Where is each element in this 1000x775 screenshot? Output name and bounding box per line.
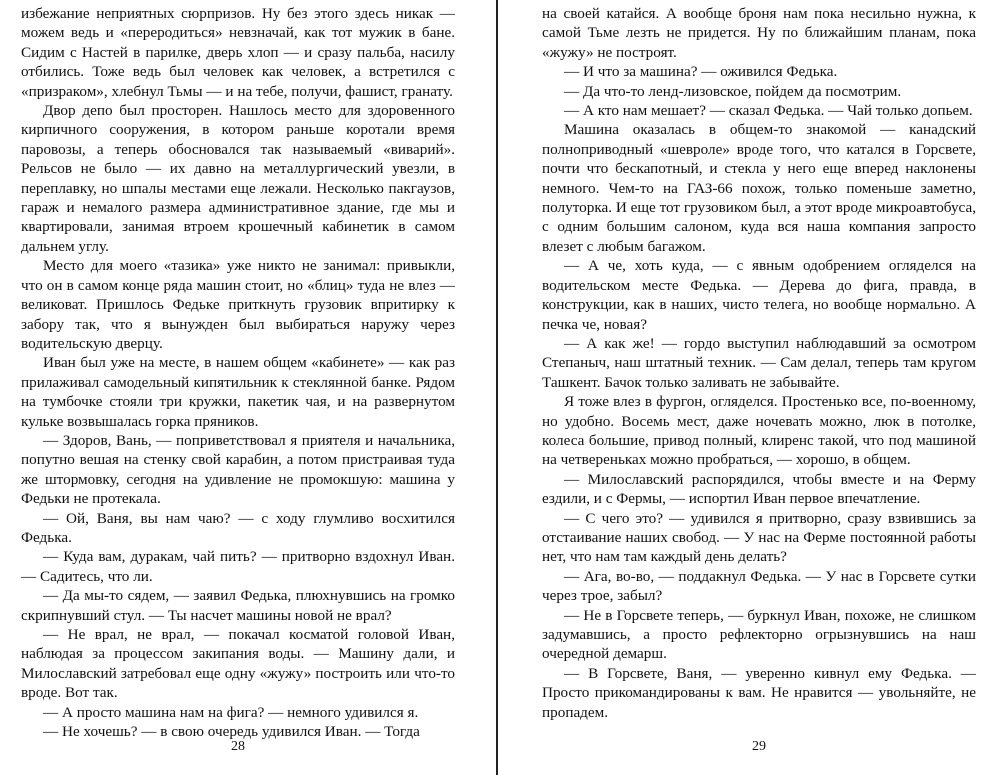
paragraph: Двор депо был просторен. Нашлось место для здоровенного кирпичного сооружения, в котором раньше коротали время паровозы, а теперь обосновался так называемый «виварий». Рельсов не было — их давно на металлургический увезли, в переплавку, но шпалы местами еще лежали. Несколько пакгаузов, гараж и немалого размера административное здание, где мы и квартировали, занимая втроем крошечный кабинетик в самом дальнем углу.	[21, 102, 455, 255]
paragraph: — С чего это? — удивился я притворно, сразу взвившись за отстаивание наших свобод. — У нас на Ферме постоянной работы нет, что нам там каждый день делать?	[542, 509, 976, 566]
paragraph: — Ой, Ваня, вы нам чаю? — с ходу глумливо восхитился Федька.	[21, 509, 455, 546]
paragraph: — А кто нам мешает? — сказал Федька. — Чай только допьем.	[564, 102, 973, 120]
paragraph: Я тоже влез в фургон, огляделся. Простенько все, по-военному, но удобно. Восемь мест, даже ночевать можно, люк в потолке, колеса большие, привод полный, клиренс такой, что под машиной на четвереньках можно пробраться, — хорошо, в общем.	[542, 393, 976, 469]
paragraph: на своей катайся. А вообще броня нам пока несильно нужна, к самой Тьме лезть не придется. Ну по ближайшим планам, пока «жужу» не построят.	[542, 5, 976, 61]
paragraph: — А че, хоть куда, — с явным одобрением огляделся на водительском месте Федька. — Дерева до фига, правда, в конструкции, как в наших, чисто телега, но вообще нормально. А печка че, новая?	[542, 257, 976, 333]
paragraph: — Куда вам, дуракам, чай пить? — притворно вздохнул Иван. — Садитесь, что ли.	[21, 548, 455, 585]
paragraph: — И что за машина? — оживился Федька.	[564, 63, 838, 81]
left-page-text	[21, 4, 455, 741]
right-page-text	[542, 4, 976, 734]
paragraph: — А просто машина нам на фига? — немного удивился я.	[43, 703, 419, 721]
page-divider	[496, 0, 498, 775]
paragraph: — Да мы-то сядем, — заявил Федька, плюхнувшись на громко скрипнувший стул. — Ты насчет машины новой не врал?	[21, 587, 455, 624]
paragraph: — Да что-то ленд-лизовское, пойдем да посмотрим.	[564, 82, 902, 100]
paragraph: — Не в Горсвете теперь, — буркнул Иван, похоже, не слишком задумавшись, а просто рефлекторно огрызнувшись на наш очередной демарш.	[542, 606, 976, 663]
paragraph: — Не врал, не врал, — покачал косматой головой Иван, наблюдая за процессом закипания воды. — Машину дали, и Милославский затребовал еще одну «жужу» построить или что-то вроде. Вот так.	[21, 626, 455, 702]
paragraph: — Не хочешь? — в свою очередь удивился Иван. — Тогда	[43, 723, 420, 741]
paragraph: Иван был уже на месте, в нашем общем «кабинете» — как раз прилаживал самодельный кипятильник к стеклянной банке. Рядом на тумбочке стояли три кружки, пакетик чая, и на развернутом кульке возвышалась горка пряников.	[21, 354, 455, 430]
paragraph: — Милославский распорядился, чтобы вместе и на Ферму ездили, и с Фермы, — испортил Иван первое впечатление.	[542, 470, 976, 508]
paragraph: — Ага, во-во, — поддакнул Федька. — У нас в Горсвете сутки через трое, забыл?	[542, 567, 976, 605]
page-number: 29	[752, 739, 766, 754]
paragraph: Машина оказалась в общем-то знакомой — канадский полноприводный «шевроле» вроде того, что катался в Горсвете, почти что бескапотный, и стекла у него еще вперед наклонены немного. Чем-то на ГАЗ-66 похож, только поменьше заметно, полуторка. И еще тот грузовиком был, а этот вроде микроавтобуса, с одним большим салоном, куда вся наша компания запросто влезет с любым багажом.	[542, 121, 976, 255]
paragraph: — Здоров, Вань, — поприветствовал я приятеля и начальника, попутно вешая на стенку свой карабин, а потом пристраивая туда же штормовку, сегодня на удивление не промокшую: машина у Федьки не протекала.	[21, 431, 455, 508]
page-number: 28	[231, 739, 245, 754]
paragraph: — А как же! — гордо выступил наблюдавший за осмотром Степаныч, наш штатный техник. — Сам делал, теперь там кругом Ташкент. Бачок только заливать не забывайте.	[542, 334, 976, 391]
paragraph: избежание неприятных сюрпризов. Ну без этого здесь никак — можем ведь и «переродиться» невзначай, как тот мужик в бане. Сидим с Настей в парилке, дверь хлоп — и сразу пальба, насилу отбились. Тоже ведь был человек как человек, а встретился с «призраком», хлебнул Тьмы — и на тебе, получи, фашист, гранату.	[21, 5, 455, 100]
paragraph: Место для моего «тазика» уже никто не занимал: привыкли, что он в самом конце ряда машин стоит, но «блиц» туда не влез — великоват. Пришлось Федьке приткнуть грузовик впритирку к забору так, что я вынужден был выбираться наружу через водительскую дверцу.	[21, 257, 455, 352]
paragraph: — В Горсвете, Ваня, — уверенно кивнул ему Федька. — Просто прикомандированы к вам. Не нравится — увольняйте, не пропадем.	[542, 664, 976, 721]
